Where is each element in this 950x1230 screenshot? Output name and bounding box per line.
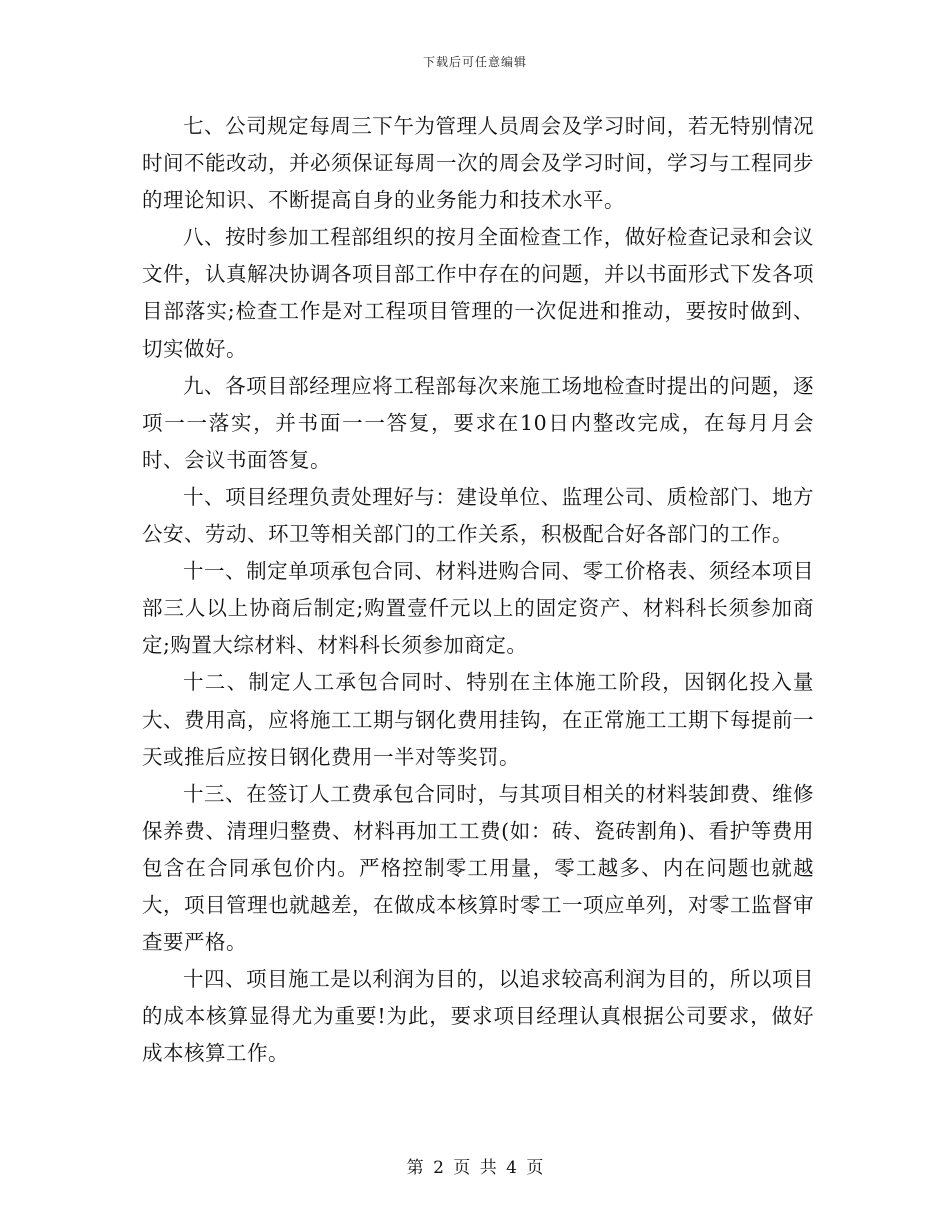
paragraph-10: 十、项目经理负责处理好与：建设单位、监理公司、质检部门、地方公安、劳动、环卫等相关部门的工作关系，积极配合好各部门的工作。 — [142, 484, 814, 547]
paragraph-9: 九、各项目部经理应将工程部每次来施工场地检查时提出的问题，逐项一一落实，并书面一一答复，要求在10日内整改完成，在每月月会时、会议书面答复。 — [142, 373, 814, 472]
header-note: 下载后可任意编辑 — [422, 55, 527, 69]
paragraph-14: 十四、项目施工是以利润为目的，以追求较高利润为目的，所以项目的成本核算显得尤为重要!为此，要求项目经理认真根据公司要求，做好成本核算工作。 — [142, 967, 814, 1066]
paragraph-8: 八、按时参加工程部组织的按月全面检查工作，做好检查记录和会议文件，认真解决协调各项目部工作中存在的问题，并以书面形式下发各项目部落实;检查工作是对工程项目管理的一次促进和推动，要按时做到、切实做好。 — [142, 225, 814, 361]
paragraph-13: 十三、在签订人工费承包合同时，与其项目相关的材料装卸费、维修保养费、清理归整费、材料再加工工费(如：砖、瓷砖割角)、看护等费用包含在合同承包价内。严格控制零工用量，零工越多、内在问题也就越大，项目管理也就越差，在做成本核算时零工一项应单列，对零工监督审查要严格。 — [142, 781, 814, 955]
paragraph-11: 十一、制定单项承包合同、材料进购合同、零工价格表、须经本项目部三人以上协商后制定;购置壹仟元以上的固定资产、材料科长须参加商定;购置大综材料、材料科长须参加商定。 — [142, 559, 814, 658]
paragraph-7: 七、公司规定每周三下午为管理人员周会及学习时间，若无特别情况时间不能改动，并必须保证每周一次的周会及学习时间，学习与工程同步的理论知识、不断提高自身的业务能力和技术水平。 — [142, 114, 814, 213]
page-number: 第 2 页 共 4 页 — [406, 1158, 544, 1178]
paragraph-12: 十二、制定人工承包合同时、特别在主体施工阶段，因钢化投入量大、费用高，应将施工工期与钢化费用挂钩，在正常施工工期下每提前一天或推后应按日钢化费用一半对等奖罚。 — [142, 670, 814, 769]
document-body — [142, 108, 814, 1072]
